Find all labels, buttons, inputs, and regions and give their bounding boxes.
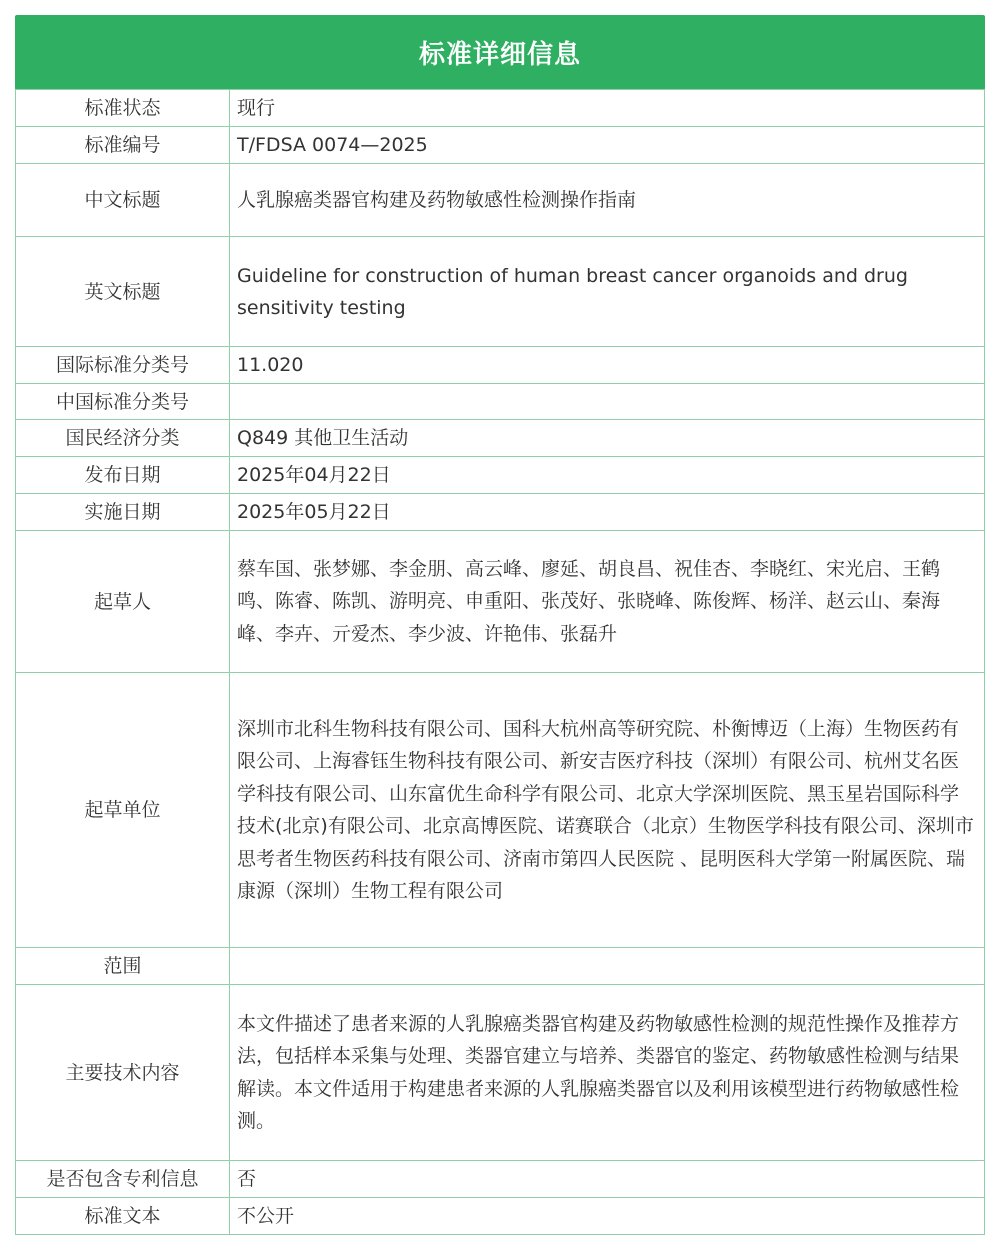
row-label: 国际标准分类号 bbox=[16, 347, 230, 384]
table-row bbox=[16, 531, 985, 673]
table-row bbox=[16, 420, 985, 457]
row-value: 本文件描述了患者来源的人乳腺癌类器官构建及药物敏感性检测的规范性操作及推荐方法，包括样本采集与处理、类器官建立与培养、类器官的鉴定、药物敏感性检测与结果解读。本文件适用于构建患者来源的人乳腺癌类器官以及利用该模型进行药物敏感性检测。 bbox=[230, 985, 985, 1161]
row-label: 标准文本 bbox=[16, 1198, 230, 1235]
standard-detail-panel bbox=[15, 15, 985, 1235]
row-value: 11.020 bbox=[230, 347, 985, 384]
row-label: 主要技术内容 bbox=[16, 985, 230, 1161]
row-label: 中国标准分类号 bbox=[16, 384, 230, 420]
row-value: 深圳市北科生物科技有限公司、国科大杭州高等研究院、朴衡博迈（上海）生物医药有限公司、上海睿钰生物科技有限公司、新安吉医疗科技（深圳）有限公司、杭州艾名医学科技有限公司、山东富优生命科学有限公司、北京大学深圳医院、黑玉星岩国际科学技术(北京)有限公司、北京高博医院、诺赛联合（北京）生物医学科技有限公司、深圳市思考者生物医药科技有限公司、济南市第四人民医院 、昆明医科大学第一附属医院、瑞康源（深圳）生物工程有限公司 bbox=[230, 673, 985, 948]
table-row bbox=[16, 384, 985, 420]
row-value: T/FDSA 0074—2025 bbox=[230, 127, 985, 164]
row-label: 范围 bbox=[16, 948, 230, 985]
row-value: 人乳腺癌类器官构建及药物敏感性检测操作指南 bbox=[230, 164, 985, 237]
table-row bbox=[16, 494, 985, 531]
row-value: 蔡车国、张梦娜、李金朋、高云峰、廖延、胡良昌、祝佳杏、李晓红、宋光启、王鹤鸣、陈睿、陈凯、游明亮、申重阳、张茂好、张晓峰、陈俊辉、杨洋、赵云山、秦海峰、李卉、亓爱杰、李少波、许艳伟、张磊升 bbox=[230, 531, 985, 673]
row-value: 现行 bbox=[230, 90, 985, 127]
table-row bbox=[16, 1161, 985, 1198]
detail-table bbox=[15, 89, 985, 1235]
row-value: 2025年05月22日 bbox=[230, 494, 985, 531]
row-label: 标准状态 bbox=[16, 90, 230, 127]
row-value: Guideline for construction of human breast cancer organoids and drug sensitivity testing bbox=[230, 237, 985, 347]
table-row bbox=[16, 90, 985, 127]
row-value bbox=[230, 384, 985, 420]
row-label: 发布日期 bbox=[16, 457, 230, 494]
row-label: 英文标题 bbox=[16, 237, 230, 347]
table-row bbox=[16, 237, 985, 347]
table-row bbox=[16, 347, 985, 384]
row-label: 标准编号 bbox=[16, 127, 230, 164]
table-row bbox=[16, 164, 985, 237]
row-label: 实施日期 bbox=[16, 494, 230, 531]
table-row bbox=[16, 985, 985, 1161]
row-value: 2025年04月22日 bbox=[230, 457, 985, 494]
row-label: 是否包含专利信息 bbox=[16, 1161, 230, 1198]
table-row bbox=[16, 127, 985, 164]
table-row bbox=[16, 1198, 985, 1235]
row-label: 中文标题 bbox=[16, 164, 230, 237]
table-row bbox=[16, 673, 985, 948]
row-value: Q849 其他卫生活动 bbox=[230, 420, 985, 457]
row-value: 否 bbox=[230, 1161, 985, 1198]
row-label: 国民经济分类 bbox=[16, 420, 230, 457]
row-value bbox=[230, 948, 985, 985]
row-value: 不公开 bbox=[230, 1198, 985, 1235]
table-row bbox=[16, 457, 985, 494]
row-label: 起草人 bbox=[16, 531, 230, 673]
panel-title: 标准详细信息 bbox=[15, 15, 985, 89]
table-row bbox=[16, 948, 985, 985]
row-label: 起草单位 bbox=[16, 673, 230, 948]
